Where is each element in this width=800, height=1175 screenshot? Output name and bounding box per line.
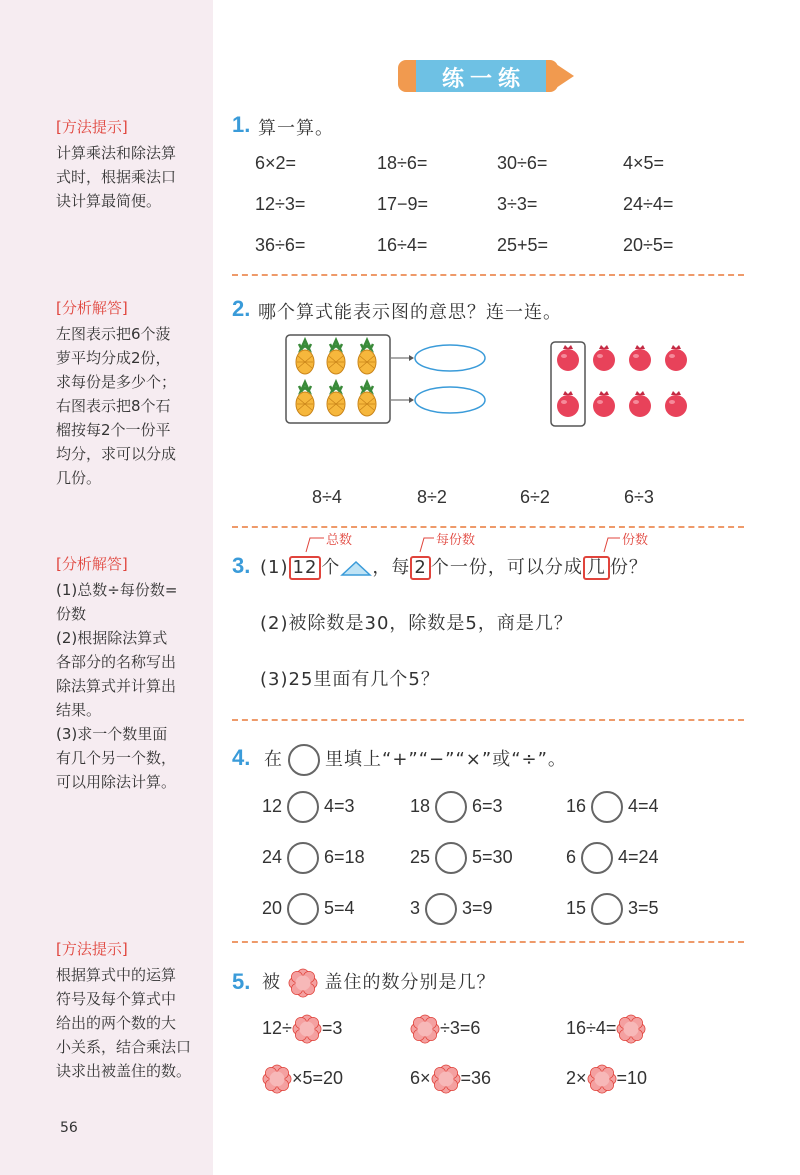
operand: 3 (410, 897, 421, 918)
tip-title: [分析解答] (56, 555, 128, 573)
tip-line: (3)求一个数里面 (56, 725, 168, 743)
tip-analysis-1 (56, 296, 206, 490)
annotation-per-part: 每份数 (436, 533, 476, 548)
tip-line: 除法算式并计算出 (56, 677, 177, 695)
operand: =36 (460, 1067, 492, 1088)
operand: 5=4 (324, 897, 355, 918)
expression: 16÷4= (377, 235, 428, 255)
tip-line: 符号及每个算式中 (56, 990, 177, 1008)
question-prompt: 算一算。 (258, 118, 334, 139)
tip-analysis-2 (56, 552, 206, 794)
option-expression[interactable]: 8÷4 (312, 487, 342, 507)
operand: 15 (566, 897, 587, 918)
section-divider (232, 274, 744, 276)
operator-equation (262, 893, 355, 925)
tip-line: 有几个另一个数， (56, 749, 177, 767)
expression: 20÷5= (623, 235, 674, 255)
tip-line: 萝平均分成2份， (56, 349, 171, 367)
option-expression[interactable]: 6÷3 (624, 487, 654, 507)
text: 盖住的数分别是几？ (324, 972, 496, 993)
text: 被 (262, 972, 281, 993)
operand: 4=3 (324, 795, 355, 816)
expression: 17−9= (377, 194, 429, 214)
question-number: 5. (232, 969, 251, 994)
triangle-icon (340, 559, 372, 577)
question-part-1 (260, 553, 648, 580)
question-prompt (262, 968, 495, 998)
operand: 6 (566, 846, 577, 867)
text: 个 (321, 557, 341, 578)
flower-equation (410, 1014, 480, 1044)
question-part-2: (2)被除数是30，除数是5，商是几？ (260, 613, 573, 634)
banner-title: 练一练 (441, 67, 526, 92)
expression: 3÷3= (497, 194, 538, 214)
operator-equation (566, 842, 659, 874)
operand: 4=24 (618, 846, 659, 867)
operand: 12÷ (262, 1017, 292, 1038)
tip-line: 几份。 (56, 469, 102, 487)
expression: 25+5= (497, 235, 549, 255)
answer-circle[interactable] (581, 842, 613, 874)
operand: 12 (262, 795, 283, 816)
section-divider (232, 941, 744, 943)
flower-equation (410, 1064, 491, 1094)
question-number: 4. (232, 745, 251, 770)
operand: =10 (616, 1067, 648, 1088)
tip-line: 给出的两个数的大 (56, 1014, 177, 1032)
answer-circle[interactable] (287, 893, 319, 925)
highlight-total: 12 (289, 556, 322, 580)
expression: 6×2= (255, 153, 297, 173)
tip-line: 式时，根据乘法口 (56, 168, 177, 186)
option-expression[interactable]: 8÷2 (417, 487, 447, 507)
operator-equation (410, 791, 503, 823)
text: 份？ (609, 557, 648, 578)
operand: 2× (566, 1067, 587, 1088)
highlight-parts: 几 (583, 556, 610, 580)
annotation-parts: 份数 (622, 533, 649, 548)
annotation-total: 总数 (326, 533, 353, 548)
expression: 4×5= (623, 153, 665, 173)
expression: 24÷4= (623, 194, 674, 214)
tip-line: 诀计算最简便。 (56, 192, 162, 210)
operand: 6× (410, 1067, 431, 1088)
operand: 6=18 (324, 846, 365, 867)
question-prompt (264, 744, 567, 776)
operator-equation (410, 893, 493, 925)
tip-method-1 (56, 115, 206, 213)
question-number: 2. (232, 296, 251, 321)
expression: 30÷6= (497, 153, 548, 173)
tip-line: 各部分的名称写出 (56, 653, 177, 671)
tip-title: [方法提示] (56, 940, 128, 958)
expression: 12÷3= (255, 194, 306, 214)
flower-equation (566, 1014, 646, 1044)
operand: =3 (321, 1017, 343, 1038)
answer-circle[interactable] (287, 842, 319, 874)
section-banner (398, 58, 574, 94)
operator-equation (566, 893, 659, 925)
operator-equation (566, 791, 659, 823)
flower-icon[interactable] (292, 1014, 322, 1044)
tip-line: 求每份是多少个； (56, 373, 177, 391)
question-part-3: (3)25里面有几个5？ (260, 669, 440, 690)
operand: 24 (262, 846, 283, 867)
operand: 3=9 (462, 897, 493, 918)
question-number: 3. (232, 553, 251, 578)
answer-circle[interactable] (435, 791, 467, 823)
answer-circle[interactable] (591, 893, 623, 925)
pomegranate-figure (546, 340, 696, 428)
tip-line: 左图表示把6个菠 (56, 325, 171, 343)
text: (1) (260, 557, 289, 578)
tip-line: 计算乘法和除法算 (56, 144, 177, 162)
text: ，每 (372, 557, 411, 578)
tip-title: [分析解答] (56, 299, 128, 317)
highlight-per-part: 2 (410, 556, 430, 580)
tip-line: 可以用除法计算。 (56, 773, 177, 791)
blank-circle-icon (288, 744, 320, 776)
operator-equation (262, 842, 365, 874)
text: 个一份，可以分成 (430, 557, 583, 578)
text: 里填上“+”“−”“×”或“÷”。 (325, 749, 567, 770)
question-number: 1. (232, 112, 251, 137)
operand: 25 (410, 846, 431, 867)
operand: 4=4 (628, 795, 659, 816)
page-number: 56 (60, 1120, 78, 1136)
flower-equation (262, 1014, 342, 1044)
answer-circle[interactable] (287, 791, 319, 823)
flower-icon[interactable] (262, 1064, 292, 1094)
tip-line: 榴按每2个一份平 (56, 421, 171, 439)
expression: 18÷6= (377, 153, 428, 173)
option-expression[interactable]: 6÷2 (520, 487, 550, 507)
flower-icon (288, 968, 318, 998)
operator-equation (410, 842, 513, 874)
tip-line: 右图表示把8个石 (56, 397, 171, 415)
answer-circle[interactable] (435, 842, 467, 874)
flower-equation (262, 1064, 343, 1094)
tip-line: 诀求出被盖住的数。 (56, 1062, 192, 1080)
tip-line: 均分，求可以分成 (56, 445, 177, 463)
operand: 3=5 (628, 897, 659, 918)
operand: 5=30 (472, 846, 513, 867)
flower-icon[interactable] (587, 1064, 617, 1094)
tip-line: 小关系，结合乘法口 (56, 1038, 192, 1056)
operand: 18 (410, 795, 431, 816)
flower-icon[interactable] (410, 1014, 440, 1044)
tip-line: (2)根据除法算式 (56, 629, 168, 647)
flower-icon[interactable] (431, 1064, 461, 1094)
operator-equation (262, 791, 355, 823)
flower-icon[interactable] (616, 1014, 646, 1044)
tip-line: 结果。 (56, 701, 102, 719)
tip-title: [方法提示] (56, 118, 128, 136)
operand: 16÷4= (566, 1017, 617, 1038)
section-divider (232, 719, 744, 721)
operand: 6=3 (472, 795, 503, 816)
operand: 20 (262, 897, 283, 918)
section-divider (232, 526, 744, 528)
expression: 36÷6= (255, 235, 306, 255)
operand: ÷3=6 (440, 1017, 481, 1038)
flower-equation (566, 1064, 647, 1094)
tip-method-2 (56, 937, 206, 1083)
answer-circle[interactable] (591, 791, 623, 823)
question-prompt: 哪个算式能表示图的意思？连一连。 (258, 302, 562, 323)
operand: ×5=20 (292, 1067, 344, 1088)
answer-circle[interactable] (425, 893, 457, 925)
tip-line: 根据算式中的运算 (56, 966, 177, 984)
operand: 16 (566, 795, 587, 816)
text: 在 (264, 749, 283, 770)
tip-line: (1)总数÷每份数= (56, 581, 178, 599)
pineapple-figure (285, 334, 495, 426)
tip-line: 份数 (56, 605, 87, 623)
